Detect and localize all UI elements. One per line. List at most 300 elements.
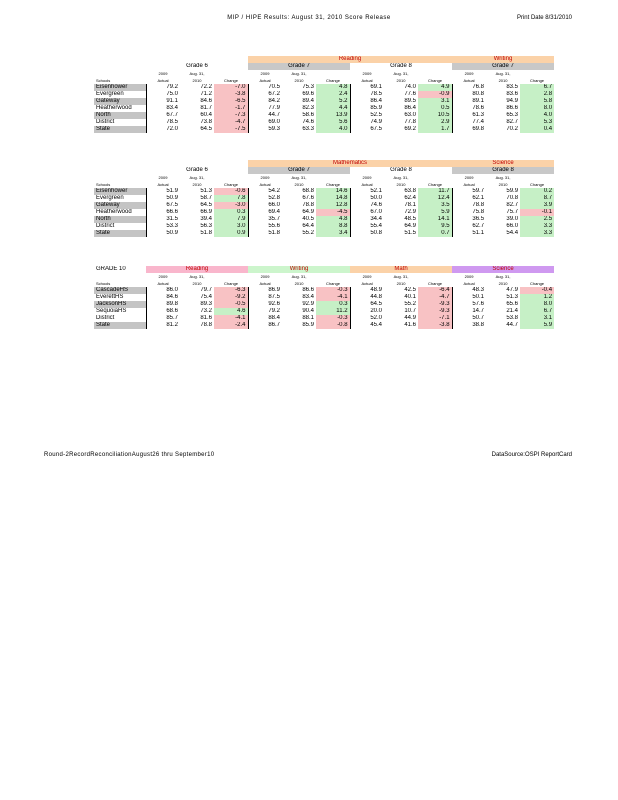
score-cell: 78.6 [472, 105, 485, 111]
actual-header: Actual [361, 182, 373, 187]
change-cell: 4.8 [316, 84, 350, 91]
score-cell: 82.7 [506, 202, 519, 208]
table-row [94, 195, 554, 202]
table-row [94, 294, 554, 301]
score-cell: 75.0 [166, 91, 178, 97]
score-cell: 48.9 [370, 287, 383, 293]
score-cell: 75.4 [200, 294, 212, 300]
actual-header: Actual [463, 78, 475, 83]
change-header: Change [530, 281, 545, 286]
change-cell: 3.3 [520, 230, 554, 237]
table-row [94, 188, 554, 195]
school-name: SequoiaHS [94, 308, 146, 315]
score-cell: 89.1 [472, 98, 485, 104]
score-cell: 92.6 [268, 301, 281, 307]
score-cell: 63.8 [404, 188, 416, 194]
subject-science: Science [452, 266, 554, 273]
change-cell: 5.8 [520, 98, 554, 105]
score-cell: 74.0 [404, 84, 416, 90]
change-cell: 5.6 [316, 119, 350, 126]
grade10-table [94, 266, 554, 329]
score-cell: 41.6 [404, 322, 417, 328]
school-name: Evergreen [94, 91, 146, 98]
score-cell: 51.5 [404, 230, 416, 236]
change-cell: -9.3 [418, 301, 452, 308]
school-name: Eisenhower [94, 188, 146, 195]
grade-label: Grade 7 [452, 63, 554, 70]
score-cell: 86.4 [404, 105, 416, 111]
change-header: Change [223, 78, 238, 83]
grade-label: Grade 8 [390, 167, 412, 173]
score-cell: 85.9 [370, 105, 382, 111]
table-row [94, 119, 554, 126]
column-header-row [94, 70, 554, 77]
score-cell: 44.7 [268, 112, 280, 118]
year-2010-header: 2010 [498, 78, 508, 83]
score-cell: 50.0 [370, 195, 382, 201]
score-cell: 64.9 [302, 209, 314, 215]
score-cell: 92.9 [302, 301, 315, 307]
school-name: Gateway [94, 98, 146, 105]
change-cell: -3.0 [214, 202, 248, 209]
aug-header: Aug. 31, [495, 274, 511, 279]
change-cell: 4.9 [418, 84, 452, 91]
score-cell: 84.6 [200, 98, 212, 104]
table-row [94, 105, 554, 112]
score-cell: 39.4 [200, 216, 212, 222]
score-cell: 71.2 [200, 91, 212, 97]
change-header: Change [325, 182, 340, 187]
score-cell: 50.1 [472, 294, 485, 300]
change-cell: -0.8 [316, 322, 350, 329]
footer-note: Round-2RecordReconciliationAugust26 thru September10 [44, 452, 215, 458]
score-cell: 76.8 [472, 84, 485, 90]
reading-writing-table [94, 56, 554, 133]
score-cell: 69.0 [268, 119, 280, 125]
school-name: State [94, 230, 146, 237]
blank-cell [214, 70, 248, 77]
change-cell: 2.4 [316, 91, 350, 98]
year-2009-header: 2009 [158, 71, 168, 76]
score-cell: 64.9 [404, 223, 416, 229]
score-cell: 69.1 [370, 84, 382, 90]
actual-header: Actual [259, 281, 271, 286]
aug-header: Aug. 31, [495, 175, 511, 180]
school-name: Evergreen [94, 195, 146, 202]
change-header: Change [326, 281, 341, 286]
score-cell: 57.6 [472, 301, 485, 307]
score-cell: 56.3 [200, 223, 212, 229]
score-cell: 80.8 [472, 91, 485, 97]
actual-header: Actual [157, 281, 169, 286]
schools-header: Schools [96, 78, 111, 83]
table-row [94, 98, 554, 105]
change-cell: -4.7 [214, 119, 248, 126]
change-cell: 2.8 [520, 91, 554, 98]
change-cell: 4.6 [214, 308, 248, 315]
year-2009-header: 2009 [260, 71, 270, 76]
table-row [94, 322, 554, 329]
subject-reading: Reading [146, 266, 248, 273]
score-cell: 40.5 [302, 216, 314, 222]
score-cell: 94.9 [506, 98, 519, 104]
score-cell: 86.6 [506, 105, 519, 111]
score-cell: 58.7 [200, 195, 212, 201]
score-cell: 78.8 [472, 202, 485, 208]
score-cell: 67.7 [166, 112, 178, 118]
score-cell: 82.3 [302, 105, 314, 111]
change-cell: -4.7 [418, 294, 452, 301]
score-cell: 62.1 [472, 195, 485, 201]
score-cell: 64.5 [200, 126, 212, 132]
score-cell: 75.3 [302, 84, 314, 90]
blank-cell [94, 174, 146, 181]
aug-header: Aug. 31, [393, 274, 409, 279]
year-2009-header: 2009 [362, 175, 372, 180]
change-cell: 3.4 [316, 230, 350, 237]
school-name: District [94, 119, 146, 126]
score-cell: 45.4 [370, 322, 383, 328]
subject-writing: Writing [452, 56, 554, 63]
score-cell: 77.4 [472, 119, 485, 125]
year-2009-header: 2009 [158, 274, 168, 279]
change-header: Change [530, 78, 545, 83]
score-cell: 70.8 [506, 195, 519, 201]
score-cell: 66.9 [200, 209, 212, 215]
change-cell: -0.1 [520, 209, 554, 216]
school-name: North [94, 216, 146, 223]
change-cell: 6.7 [520, 84, 554, 91]
table-row [94, 223, 554, 230]
table-row [94, 91, 554, 98]
blank-cell [520, 70, 554, 77]
change-cell: -9.3 [418, 308, 452, 315]
change-cell: 8.8 [316, 223, 350, 230]
table-row [94, 301, 554, 308]
change-cell: 1.2 [520, 294, 554, 301]
score-cell: 84.2 [268, 98, 280, 104]
score-cell: 77.6 [404, 91, 416, 97]
score-cell: 50.9 [166, 230, 178, 236]
change-cell: 4.0 [316, 126, 350, 133]
score-cell: 67.5 [166, 202, 178, 208]
change-cell: -3.8 [418, 322, 452, 329]
grade-label: Grade 7 [248, 167, 350, 174]
change-cell: 2.5 [520, 216, 554, 223]
score-cell: 31.5 [166, 216, 178, 222]
score-cell: 55.2 [302, 230, 314, 236]
score-cell: 44.8 [370, 294, 383, 300]
schools-header: Schools [96, 182, 111, 187]
change-cell: -0.9 [418, 91, 452, 98]
aug-header: Aug. 31, [291, 71, 307, 76]
blank-cell [316, 273, 350, 280]
table-row [94, 230, 554, 237]
score-cell: 73.8 [200, 119, 212, 125]
school-name: EverettHS [94, 294, 146, 301]
blank-cell [316, 70, 350, 77]
blank-cell [214, 273, 248, 280]
change-header: Change [223, 182, 238, 187]
year-2009-header: 2009 [362, 71, 372, 76]
score-cell: 48.3 [472, 287, 485, 293]
blank-cell [418, 174, 452, 181]
schools-header: Schools [96, 281, 111, 286]
score-cell: 77.9 [268, 105, 280, 111]
score-cell: 67.0 [370, 209, 382, 215]
aug-header: Aug. 31, [393, 71, 409, 76]
score-cell: 67.5 [370, 126, 382, 132]
score-cell: 73.2 [200, 308, 212, 314]
change-cell: 3.3 [520, 223, 554, 230]
change-cell: 11.2 [316, 308, 350, 315]
actual-header: Actual [259, 78, 271, 83]
school-name: North [94, 112, 146, 119]
subject-math: Math [350, 266, 452, 273]
change-cell: 3.0 [214, 223, 248, 230]
change-cell: 8.0 [520, 301, 554, 308]
school-name: Heatherwood [94, 209, 146, 216]
report-title: MIP / HIPE Results: August 31, 2010 Score Release [227, 15, 391, 21]
change-cell: -3.8 [214, 91, 248, 98]
score-cell: 78.1 [404, 202, 416, 208]
blank-cell [94, 70, 146, 77]
score-cell: 77.8 [404, 119, 416, 125]
score-cell: 66.6 [166, 209, 178, 215]
score-cell: 75.7 [506, 209, 519, 215]
change-cell: 5.2 [316, 98, 350, 105]
year-2009-header: 2009 [464, 175, 474, 180]
school-name: Eisenhower [94, 84, 146, 91]
score-cell: 66.0 [506, 223, 519, 229]
score-cell: 36.5 [472, 216, 485, 222]
score-cell: 88.1 [302, 315, 315, 321]
score-cell: 34.4 [370, 216, 382, 222]
change-header: Change [530, 182, 545, 187]
aug-header: Aug. 31, [495, 71, 511, 76]
score-cell: 64.5 [370, 301, 383, 307]
score-cell: 63.0 [404, 112, 416, 118]
score-cell: 63.3 [302, 126, 314, 132]
year-2010-header: 2010 [396, 281, 406, 286]
school-name: CascadeHS [94, 287, 146, 294]
score-cell: 54.4 [506, 230, 519, 236]
score-cell: 79.2 [268, 308, 281, 314]
table-row [94, 112, 554, 119]
change-cell: 4.0 [520, 112, 554, 119]
school-name: District [94, 315, 146, 322]
score-cell: 70.2 [506, 126, 519, 132]
score-cell: 65.6 [506, 301, 519, 307]
score-cell: 51.8 [200, 230, 212, 236]
blank-cell [520, 174, 554, 181]
score-cell: 38.8 [472, 322, 485, 328]
change-cell: 5.9 [520, 322, 554, 329]
score-cell: 64.4 [302, 223, 314, 229]
score-cell: 66.0 [268, 202, 280, 208]
score-cell: 51.9 [166, 188, 178, 194]
school-name: State [94, 126, 146, 133]
actual-header: Actual [259, 182, 271, 187]
score-cell: 14.7 [472, 308, 485, 314]
change-cell: 14.1 [418, 216, 452, 223]
print-date: Print Date 8/31/2010 [516, 15, 572, 21]
grade10-label: GRADE 10 [94, 266, 146, 273]
score-cell: 86.7 [268, 322, 281, 328]
table-row [94, 287, 554, 294]
score-cell: 59.3 [268, 126, 280, 132]
column-header-row [94, 174, 554, 181]
score-cell: 89.3 [200, 301, 212, 307]
school-name: JacksonHS [94, 301, 146, 308]
change-cell: -2.4 [214, 322, 248, 329]
score-cell: 69.2 [404, 126, 416, 132]
change-cell: -0.5 [214, 301, 248, 308]
score-cell: 79.2 [166, 84, 178, 90]
score-cell: 89.4 [302, 98, 314, 104]
score-cell: 51.3 [506, 294, 519, 300]
score-cell: 40.1 [404, 294, 417, 300]
grade-label: Grade 8 [390, 63, 412, 69]
score-cell: 85.9 [302, 322, 315, 328]
grade-label: Grade 8 [452, 167, 554, 174]
score-cell: 72.9 [404, 209, 416, 215]
change-cell: 1.7 [418, 126, 452, 133]
score-cell: 59.7 [472, 188, 485, 194]
change-cell: -6.3 [214, 287, 248, 294]
score-cell: 65.3 [506, 112, 519, 118]
score-cell: 50.8 [370, 230, 382, 236]
score-cell: 69.6 [302, 91, 314, 97]
score-cell: 85.7 [166, 315, 178, 321]
grade-label: Grade 6 [186, 63, 208, 69]
change-cell: -7.1 [418, 315, 452, 322]
score-cell: 72.2 [200, 84, 212, 90]
score-cell: 78.8 [200, 322, 212, 328]
score-cell: 83.4 [302, 294, 315, 300]
data-source: DataSource:OSPI ReportCard [491, 452, 572, 458]
actual-header: Actual [361, 281, 373, 286]
change-cell: 7.9 [214, 216, 248, 223]
score-cell: 59.9 [506, 188, 519, 194]
year-2010-header: 2010 [294, 281, 304, 286]
change-cell: 4.8 [316, 216, 350, 223]
score-cell: 86.0 [166, 287, 178, 293]
change-cell: -7.0 [214, 84, 248, 91]
score-cell: 69.8 [472, 126, 485, 132]
change-cell: 0.5 [418, 105, 452, 112]
change-cell: -0.3 [316, 287, 350, 294]
score-cell: 67.6 [302, 195, 314, 201]
change-header: Change [428, 281, 443, 286]
change-cell: 14.8 [316, 195, 350, 202]
table-row [94, 308, 554, 315]
year-2010-header: 2010 [294, 78, 304, 83]
score-cell: 55.4 [370, 223, 382, 229]
score-cell: 89.8 [166, 301, 178, 307]
score-cell: 88.4 [268, 315, 281, 321]
year-2009-header: 2009 [260, 274, 270, 279]
change-cell: 11.7 [418, 188, 452, 195]
change-header: Change [428, 182, 443, 187]
score-cell: 70.5 [268, 84, 280, 90]
blank-cell [94, 273, 146, 280]
score-cell: 51.8 [268, 230, 280, 236]
table-row [94, 126, 554, 133]
actual-header: Actual [157, 182, 169, 187]
year-2010-header: 2010 [294, 182, 304, 187]
table-row [94, 209, 554, 216]
grade-label: Grade 7 [248, 63, 350, 70]
score-cell: 61.3 [472, 112, 485, 118]
year-2010-header: 2010 [498, 182, 508, 187]
score-cell: 58.6 [302, 112, 314, 118]
actual-header: Actual [157, 78, 169, 83]
year-2009-header: 2009 [464, 274, 474, 279]
score-cell: 39.0 [506, 216, 519, 222]
score-cell: 78.8 [302, 202, 314, 208]
math-science-table [94, 160, 554, 237]
score-cell: 69.4 [268, 209, 280, 215]
change-cell: 2.9 [418, 119, 452, 126]
change-cell: 6.7 [520, 308, 554, 315]
change-cell: 0.2 [520, 188, 554, 195]
change-cell: -7.3 [214, 112, 248, 119]
school-name: Heatherwood [94, 105, 146, 112]
change-cell: 8.0 [520, 105, 554, 112]
change-cell: -9.2 [214, 294, 248, 301]
actual-header: Actual [463, 182, 475, 187]
change-cell: -6.5 [214, 98, 248, 105]
aug-header: Aug. 31, [189, 274, 205, 279]
blank-cell [316, 174, 350, 181]
score-cell: 21.4 [506, 308, 519, 314]
score-cell: 47.9 [506, 287, 519, 293]
score-cell: 52.0 [370, 315, 383, 321]
score-cell: 52.1 [370, 188, 382, 194]
change-header: Change [325, 78, 340, 83]
score-cell: 83.4 [166, 105, 178, 111]
score-cell: 86.4 [370, 98, 382, 104]
score-cell: 78.5 [166, 119, 178, 125]
score-cell: 79.7 [200, 287, 212, 293]
grade-label: Grade 6 [186, 167, 208, 173]
change-cell: 12.8 [316, 202, 350, 209]
change-cell: -0.3 [316, 315, 350, 322]
score-cell: 60.4 [200, 112, 212, 118]
score-cell: 35.7 [268, 216, 280, 222]
column-header-row [94, 77, 554, 84]
blank-cell [520, 273, 554, 280]
year-2010-header: 2010 [192, 78, 202, 83]
school-name: District [94, 223, 146, 230]
column-header-row [94, 181, 554, 188]
score-cell: 54.2 [268, 188, 280, 194]
change-cell: -0.4 [520, 287, 554, 294]
year-2009-header: 2009 [362, 274, 372, 279]
change-cell: -7.5 [214, 126, 248, 133]
score-cell: 10.7 [404, 308, 417, 314]
change-cell: -4.1 [316, 294, 350, 301]
change-cell: 14.6 [316, 188, 350, 195]
blank-cell [418, 273, 452, 280]
aug-header: Aug. 31, [189, 175, 205, 180]
score-cell: 78.5 [370, 91, 382, 97]
score-cell: 52.5 [370, 112, 382, 118]
score-cell: 91.1 [166, 98, 178, 104]
change-cell: -4.1 [214, 315, 248, 322]
year-2009-header: 2009 [464, 71, 474, 76]
